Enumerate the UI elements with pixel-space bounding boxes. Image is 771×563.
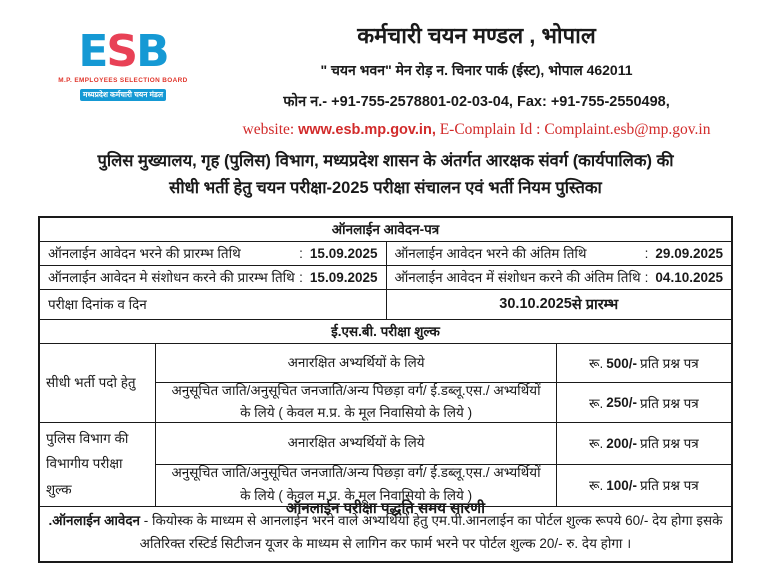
logo-letter-b: B: [136, 26, 168, 77]
fee-category: अनुसूचित जाति/अनुसूचित जनजाति/अन्य पिछड़ा वर्ग/ ई.डब्लू.एस./ अभ्यर्थियों के लिये ( केवल म.प्र. के मूल निवासियो के लिये ): [171, 382, 541, 421]
fee-category: अनुसूचित जाति/अनुसूचित जनजाति/अन्य पिछड़ा वर्ग/ ई.डब्लू.एस./ अभ्यर्थियों के लिये ( केवल म.प्र. के मूल निवासियो के लिये ): [171, 465, 541, 503]
cell-correction-end: [386, 266, 732, 289]
website-url[interactable]: www.esb.mp.gov.in,: [298, 122, 436, 138]
fee-row: [156, 344, 731, 382]
fee-amount: 200/-: [606, 435, 638, 451]
exam-date-label: परीक्षा दिनांक व दिन: [48, 297, 147, 312]
correction-end-value: 04.10.2025: [655, 269, 723, 285]
document-title-line2: सीधी भर्ती हेतु चयन परीक्षा-2025 परीक्षा संचालन एवं भर्ती नियम पुस्तिका: [169, 179, 602, 198]
ecomplain-id[interactable]: E-Complain Id : Complaint.esb@mp.gov.in: [435, 121, 711, 138]
start-date-value: 15.09.2025: [309, 245, 378, 261]
end-date-value: 29.09.2025: [655, 245, 723, 261]
colon: :: [644, 245, 649, 261]
document-title-line1: पुलिस मुख्यालय, गृह (पुलिस) विभाग, मध्यप्रदेश शासन के अंतर्गत आरक्षक संवर्ग (कार्यपालिक) की: [97, 152, 674, 170]
fee-unit: प्रति प्रश्न पत्र: [640, 436, 699, 452]
fee-row: [156, 382, 731, 421]
cell-exam-date-label: [40, 290, 386, 319]
fee-amount-cell: [556, 383, 731, 421]
cell-start-date: [40, 242, 386, 265]
currency-label: रू.: [588, 395, 604, 411]
fee-amount-cell: [556, 423, 731, 464]
colon: :: [299, 269, 303, 285]
fee-unit: प्रति प्रश्न पत्र: [640, 356, 699, 372]
fee-category: अनारक्षित अभ्यर्थियों के लिये: [287, 354, 425, 370]
online-exam-schedule-caption: ऑनलाईन परीक्षा पद्धति समय सारणी: [286, 500, 485, 517]
section-header-exam-fee: ई.एस.बी. परीक्षा शुल्क: [40, 319, 731, 343]
colon: :: [644, 269, 649, 285]
cell-exam-date-value: [386, 290, 732, 319]
start-date-label: ऑनलाईन आवेदन भरने की प्रारम्भ तिथि: [48, 246, 241, 261]
fee-amount: 500/-: [606, 355, 638, 371]
section-header-online-application: ऑनलाईन आवेदन-पत्र: [331, 222, 440, 237]
org-address: " चयन भवन" मेन रोड़ न. चिनार पार्क (ईस्ट), भोपाल 462011: [320, 62, 633, 78]
table-row-exam-date: [40, 289, 731, 319]
fee-row: [156, 423, 731, 464]
logo-letter-e: E: [78, 26, 107, 77]
org-name: कर्मचारी चयन मण्डल , भोपाल: [357, 23, 596, 48]
table-row-correction-dates: [40, 265, 731, 289]
fee-group-label: सीधी भर्ती पदो हेतु: [46, 375, 136, 391]
fee-group-label: पुलिस विभाग की विभागीय परीक्षा शुल्क: [46, 430, 129, 498]
correction-end-label: ऑनलाईन आवेदन में संशोधन करने की अंतिम तिथि: [394, 270, 641, 285]
colon: :: [299, 245, 303, 261]
fee-group-direct-recruitment: [40, 343, 731, 422]
fee-category: अनारक्षित अभ्यर्थियों के लिये: [287, 434, 425, 450]
fee-amount-cell: [556, 344, 731, 382]
fee-amount: 100/-: [606, 477, 638, 493]
cell-correction-start: [40, 266, 386, 289]
cell-end-date: [386, 242, 732, 265]
currency-label: रू.: [588, 356, 604, 372]
currency-label: रू.: [588, 478, 604, 494]
end-date-label: ऑनलाईन आवेदन भरने की अंतिम तिथि: [394, 246, 587, 261]
table-row-application-dates: [40, 241, 731, 265]
logo-board-name-en: M.P. EMPLOYEES SELECTION BOARD: [58, 77, 188, 84]
exam-date-suffix: से प्रारम्भ: [571, 297, 619, 313]
esb-logo: [48, 14, 198, 139]
fee-unit: प्रति प्रश्न पत्र: [640, 395, 699, 411]
fee-amount: 250/-: [606, 395, 638, 411]
esb-logo-letters: [48, 26, 198, 77]
document-title: [0, 148, 771, 202]
note-lead: .ऑनलाईन आवेदन: [48, 512, 141, 528]
org-phone: फोन न.- +91-755-2578801-02-03-04, Fax: +91-755-2550498,: [283, 94, 670, 110]
fee-group-departmental-exam: [40, 422, 731, 506]
header-text-block: [198, 14, 765, 139]
logo-board-name-hi: मध्यप्रदेश कर्मचारी चयन मंडल: [80, 89, 166, 101]
correction-start-label: ऑनलाईन आवेदन मे संशोधन करने की प्रारम्भ तिथि: [48, 270, 295, 285]
exam-date-value: 30.10.2025: [499, 296, 572, 312]
website-line: [198, 121, 755, 139]
logo-letter-s: S: [106, 26, 137, 77]
correction-start-value: 15.09.2025: [309, 269, 378, 285]
document-header: [0, 0, 771, 139]
website-label: website:: [242, 121, 299, 138]
currency-label: रू.: [588, 436, 604, 452]
note-body: - कियोस्क के माध्यम से आनलाईन भरने वाले अभ्यर्थियों हेतु एम.पी.आनलाईन का पोर्टल शुल्क रूपये 60/- देय होगा इसके अतिरिक्त रस्टिर्ड सिटीजन यूजर के माध्यम से लागिन कर फार्म भरने पर पोर्टल शुल्क 20/- रु. देय होगा ।: [139, 512, 723, 551]
fee-unit: प्रति प्रश्न पत्र: [640, 478, 699, 494]
